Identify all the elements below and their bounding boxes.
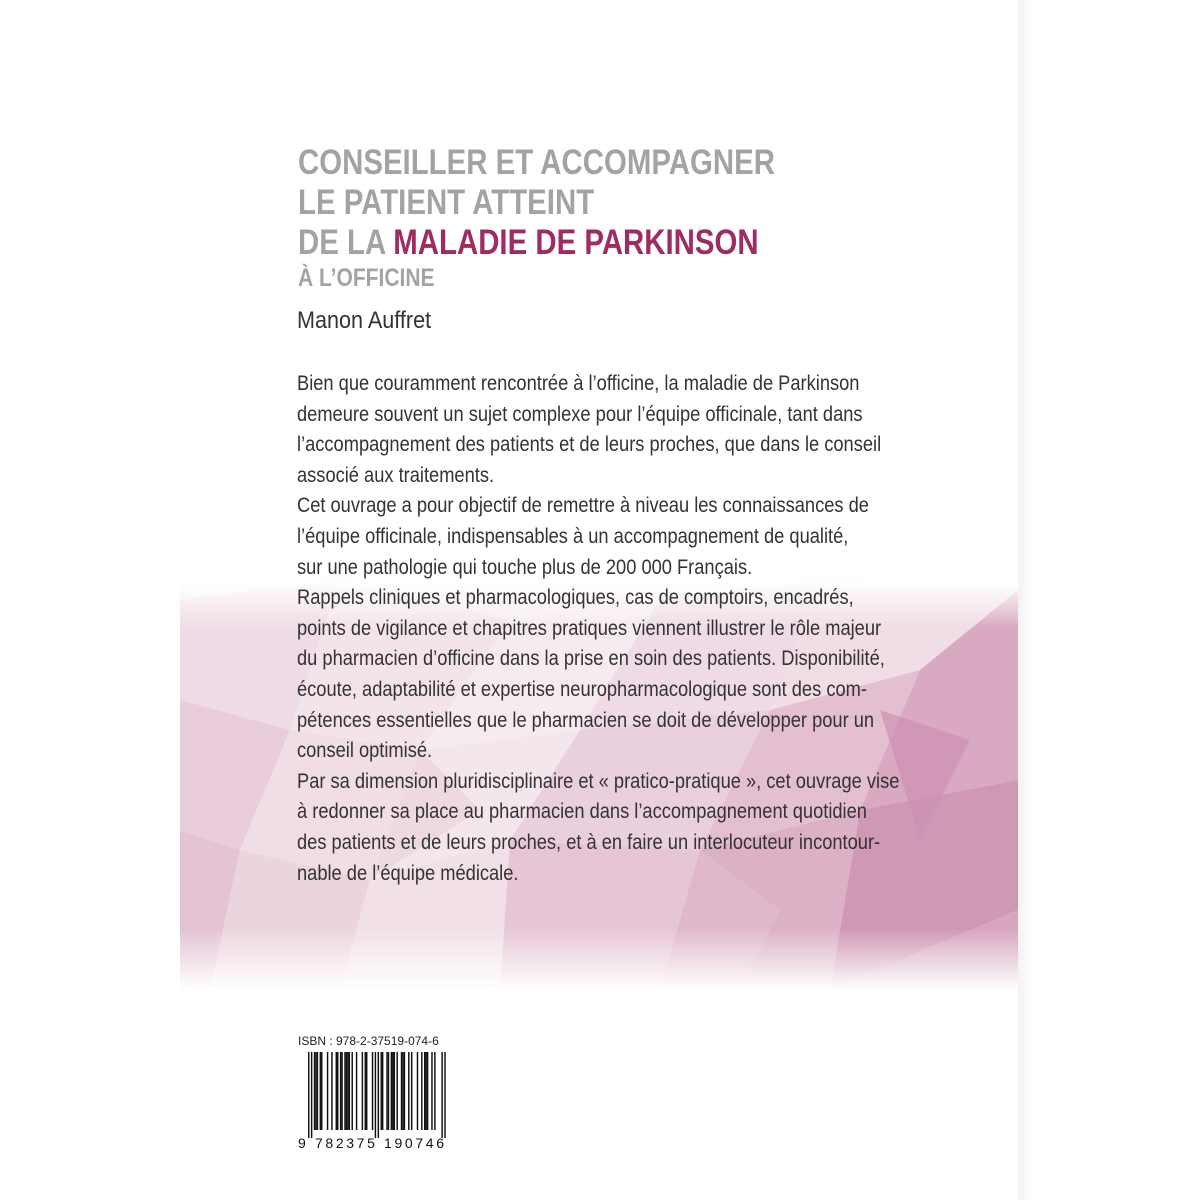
barcode-bar — [349, 1052, 350, 1130]
title-line-3 — [298, 223, 775, 263]
barcode-bar — [378, 1052, 379, 1138]
barcode-bar — [344, 1052, 345, 1130]
barcode-bar — [314, 1052, 315, 1130]
barcode-bar — [417, 1052, 418, 1130]
author-name: Manon Auffret — [297, 307, 432, 334]
barcode-bar — [425, 1052, 426, 1130]
barcode-bar — [317, 1052, 318, 1130]
barcode-bar — [444, 1052, 445, 1138]
barcode-bar — [388, 1052, 389, 1130]
barcode-bar — [421, 1052, 422, 1130]
blurb-text — [297, 368, 906, 888]
barcode-bar — [396, 1052, 397, 1130]
barcode-bar — [431, 1052, 432, 1130]
barcode-bar — [352, 1052, 353, 1130]
barcode-bar — [340, 1052, 341, 1130]
blurb-line: Par sa dimension pluridisciplinaire et « pratico-pratique », cet ouvrage vise — [297, 768, 900, 793]
barcode-bar — [427, 1052, 428, 1130]
barcode-bar — [308, 1052, 309, 1138]
barcode-bar — [391, 1052, 392, 1130]
barcode-bar — [336, 1052, 337, 1130]
barcode-bar — [311, 1052, 312, 1138]
barcode-bar — [341, 1052, 342, 1130]
blurb-line: écoute, adaptabilité et expertise neuropharmacologique sont des com- — [297, 676, 867, 701]
blurb-line: à redonner sa place au pharmacien dans l’accompagnement quotidien — [297, 799, 867, 824]
barcode-bar — [402, 1052, 403, 1130]
barcode-bar — [366, 1052, 367, 1130]
blurb-line: Rappels cliniques et pharmacologiques, cas de comptoirs, encadrés, — [297, 585, 854, 610]
barcode-bar — [394, 1052, 395, 1130]
barcode-digits: 9 782375 190746 — [298, 1135, 444, 1151]
barcode-bar — [408, 1052, 409, 1130]
barcode-bar — [411, 1052, 412, 1130]
blurb-line: pétences essentielles que le pharmacien se doit de développer pour un — [297, 707, 875, 732]
blurb-line: Cet ouvrage a pour objectif de remettre à niveau les connaissances de — [297, 493, 869, 518]
book-title — [298, 143, 775, 293]
blurb-line: nable de l’équipe médicale. — [297, 860, 519, 885]
barcode-bar — [315, 1052, 316, 1130]
barcode-bar — [434, 1052, 435, 1130]
barcode-bar — [441, 1052, 442, 1138]
barcode-bar — [404, 1052, 405, 1130]
barcode-bar — [320, 1052, 321, 1130]
barcode-bar — [381, 1052, 382, 1130]
barcode-graphic — [298, 1052, 448, 1152]
title-line-3-prefix: DE LA — [298, 223, 394, 262]
title-line-1: CONSEILLER ET ACCOMPAGNER — [298, 143, 775, 182]
barcode-bar — [321, 1052, 322, 1130]
barcode-bar — [382, 1052, 383, 1130]
barcode-bar — [372, 1052, 373, 1130]
book-back-cover — [180, 0, 1019, 1200]
barcode-bar — [362, 1052, 363, 1130]
barcode-bar — [424, 1052, 425, 1130]
blurb-line: l’accompagnement des patients et de leurs proches, que dans le conseil — [297, 432, 882, 457]
blurb-line: du pharmacien d’officine dans la prise en soin des patients. Disponibilité, — [297, 646, 885, 671]
barcode-bar — [356, 1052, 357, 1130]
title-line-4: À L’OFFICINE — [298, 264, 435, 292]
page-edge-shadow — [1018, 0, 1032, 1200]
blurb-line: conseil optimisé. — [297, 738, 433, 763]
title-accent: MALADIE DE PARKINSON — [393, 223, 759, 262]
title-line-2: LE PATIENT ATTEINT — [298, 183, 595, 222]
barcode-bar — [375, 1052, 376, 1138]
barcode-bar — [331, 1052, 332, 1130]
barcode-bar — [392, 1052, 393, 1130]
blurb-line: des patients et de leurs proches, et à en faire un interlocuteur incontour- — [297, 829, 881, 854]
isbn-label: ISBN : 978-2-37519-074-6 — [298, 1034, 439, 1048]
barcode-bar — [386, 1052, 387, 1130]
barcode-bar — [346, 1052, 347, 1130]
blurb-line: l’équipe officinale, indispensables à un accompagnement de qualité, — [297, 523, 849, 548]
barcode-bar — [327, 1052, 328, 1130]
blurb-line: sur une pathologie qui touche plus de 200 000 Français. — [297, 554, 753, 579]
barcode-bar — [401, 1052, 402, 1130]
blurb-line: demeure souvent un sujet complexe pour l’équipe officinale, tant dans — [297, 401, 863, 426]
blurb-line: Bien que couramment rencontrée à l’officine, la maladie de Parkinson — [297, 371, 860, 395]
barcode-bar — [347, 1052, 348, 1130]
blurb-line: points de vigilance et chapitres pratiques viennent illustrer le rôle majeur — [297, 615, 882, 640]
barcode — [298, 1052, 448, 1152]
barcode-bar — [337, 1052, 338, 1130]
barcode-bar — [365, 1052, 366, 1130]
blurb-line: associé aux traitements. — [297, 462, 495, 487]
